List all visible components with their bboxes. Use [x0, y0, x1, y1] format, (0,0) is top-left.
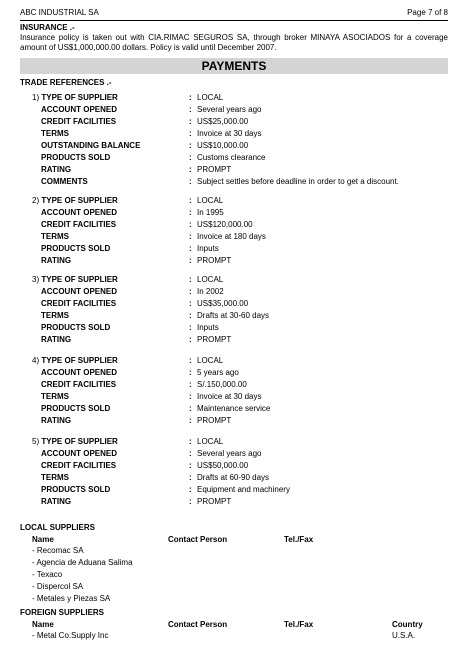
- field-label: [41, 322, 110, 334]
- field-label-text: CREDIT FACILITIES: [41, 461, 117, 470]
- field-label: [41, 403, 110, 415]
- field-label-text: RATING: [41, 335, 72, 344]
- field-label-text: OUTSTANDING BALANCE: [41, 141, 141, 150]
- field-row: [32, 164, 448, 176]
- supplier-name: - Texaco: [32, 570, 63, 579]
- supplier-number: 3): [32, 275, 40, 284]
- field-value: US$120,000.00: [197, 220, 253, 229]
- field-separator: :: [189, 473, 192, 482]
- insurance-title: INSURANCE .-: [20, 23, 75, 32]
- field-label-text: TERMS: [41, 129, 69, 138]
- field-label-text: CREDIT FACILITIES: [41, 117, 117, 126]
- local-supplier-row: [32, 593, 448, 605]
- field-value: Invoice at 180 days: [197, 232, 266, 241]
- field-label: [41, 379, 116, 391]
- field-row: [32, 379, 448, 391]
- supplier-reference-4: [32, 355, 448, 427]
- field-label: [41, 164, 71, 176]
- field-value: LOCAL: [197, 93, 224, 102]
- field-label: [41, 448, 117, 460]
- trade-references-title: TRADE REFERENCES .-: [20, 78, 112, 87]
- field-label-text: COMMENTS: [41, 177, 88, 186]
- field-separator: :: [189, 437, 192, 446]
- field-value: Subject settles before deadline in order to get a discount.: [197, 177, 399, 186]
- field-row: [32, 231, 448, 243]
- field-label-text: ACCOUNT OPENED: [41, 287, 118, 296]
- field-value: LOCAL: [197, 275, 224, 284]
- field-label: [41, 472, 69, 484]
- field-value: Inputs: [197, 244, 219, 253]
- field-label: [41, 415, 71, 427]
- field-label-text: TERMS: [41, 473, 69, 482]
- field-row: [32, 219, 448, 231]
- col-name: Name: [32, 535, 54, 544]
- local-supplier-row: [32, 545, 448, 557]
- field-row: [32, 367, 448, 379]
- supplier-name: - Metales y Piezas SA: [32, 594, 111, 603]
- field-value: PROMPT: [197, 165, 232, 174]
- field-value: Drafts at 60-90 days: [197, 473, 270, 482]
- field-label-text: PRODUCTS SOLD: [41, 485, 111, 494]
- field-separator: :: [189, 196, 192, 205]
- field-separator: :: [189, 311, 192, 320]
- field-label-text: RATING: [41, 497, 72, 506]
- field-row: [32, 496, 448, 508]
- field-row: [32, 207, 448, 219]
- field-row: [32, 436, 448, 448]
- field-separator: :: [189, 220, 192, 229]
- field-value: Invoice at 30 days: [197, 392, 262, 401]
- field-label: [32, 92, 118, 104]
- field-separator: :: [189, 380, 192, 389]
- field-label: [41, 140, 140, 152]
- field-row: [32, 140, 448, 152]
- field-value: LOCAL: [197, 437, 224, 446]
- field-row: [32, 391, 448, 403]
- field-separator: :: [189, 356, 192, 365]
- supplier-reference-1: [32, 92, 448, 188]
- field-separator: :: [189, 392, 192, 401]
- field-separator: :: [189, 416, 192, 425]
- field-label-text: TERMS: [41, 232, 69, 241]
- supplier-country: U.S.A.: [392, 631, 416, 640]
- local-suppliers-title: LOCAL SUPPLIERS: [20, 523, 95, 532]
- field-row: [32, 310, 448, 322]
- field-row: [32, 448, 448, 460]
- field-label-text: TYPE OF SUPPLIER: [41, 356, 118, 365]
- page-header: [20, 6, 448, 21]
- field-label: [41, 391, 69, 403]
- field-label-text: CREDIT FACILITIES: [41, 380, 117, 389]
- field-row: [32, 415, 448, 427]
- field-value: US$50,000.00: [197, 461, 249, 470]
- field-label: [32, 195, 118, 207]
- field-value: In 1995: [197, 208, 224, 217]
- local-supplier-row: [32, 557, 448, 569]
- field-label-text: PRODUCTS SOLD: [41, 244, 111, 253]
- foreign-suppliers-title: FOREIGN SUPPLIERS: [20, 608, 105, 617]
- field-label-text: PRODUCTS SOLD: [41, 323, 111, 332]
- field-value: PROMPT: [197, 497, 232, 506]
- field-label: [32, 436, 118, 448]
- col-tel-fax: Tel./Fax: [284, 620, 314, 629]
- field-separator: :: [189, 461, 192, 470]
- col-contact-person: Contact Person: [168, 620, 228, 629]
- col-name: Name: [32, 620, 54, 629]
- field-separator: :: [189, 244, 192, 253]
- field-row: [32, 176, 448, 188]
- field-row: [32, 255, 448, 267]
- field-row: [32, 195, 448, 207]
- supplier-name: - Dispercol SA: [32, 582, 84, 591]
- field-label: [41, 334, 71, 346]
- supplier-number: 2): [32, 196, 40, 205]
- field-label: [32, 355, 118, 367]
- supplier-number: 1): [32, 93, 40, 102]
- field-row: [32, 334, 448, 346]
- supplier-name: - Recomac SA: [32, 546, 84, 555]
- field-separator: :: [189, 105, 192, 114]
- field-separator: :: [189, 117, 192, 126]
- supplier-number: 4): [32, 356, 40, 365]
- field-value: Inputs: [197, 323, 219, 332]
- field-label: [41, 286, 117, 298]
- field-separator: :: [189, 93, 192, 102]
- field-label-text: ACCOUNT OPENED: [41, 208, 118, 217]
- field-row: [32, 472, 448, 484]
- field-label: [41, 367, 117, 379]
- field-value: LOCAL: [197, 356, 224, 365]
- col-contact-person: Contact Person: [168, 535, 228, 544]
- field-value: US$10,000.00: [197, 141, 249, 150]
- field-label-text: ACCOUNT OPENED: [41, 368, 118, 377]
- field-value: PROMPT: [197, 416, 232, 425]
- field-value: Customs clearance: [197, 153, 266, 162]
- field-label: [41, 243, 110, 255]
- field-value: LOCAL: [197, 196, 224, 205]
- field-value: Drafts at 30-60 days: [197, 311, 270, 320]
- supplier-name: - Agencia de Aduana Salima: [32, 558, 133, 567]
- field-label-text: TERMS: [41, 392, 69, 401]
- field-label: [41, 128, 69, 140]
- field-separator: :: [189, 368, 192, 377]
- field-row: [32, 243, 448, 255]
- field-label: [41, 219, 116, 231]
- field-value: In 2002: [197, 287, 224, 296]
- supplier-reference-5: [32, 436, 448, 508]
- field-row: [32, 128, 448, 140]
- field-separator: :: [189, 141, 192, 150]
- field-value: Several years ago: [197, 105, 262, 114]
- field-separator: :: [189, 275, 192, 284]
- field-row: [32, 403, 448, 415]
- foreign-supplier-row: [32, 630, 448, 642]
- field-value: 5 years ago: [197, 368, 239, 377]
- field-separator: :: [189, 323, 192, 332]
- local-supplier-row: [32, 581, 448, 593]
- field-value: Maintenance service: [197, 404, 271, 413]
- field-row: [32, 116, 448, 128]
- field-label: [41, 496, 71, 508]
- field-label-text: RATING: [41, 165, 72, 174]
- field-separator: :: [189, 256, 192, 265]
- field-label-text: RATING: [41, 416, 72, 425]
- supplier-reference-3: [32, 274, 448, 346]
- field-row: [32, 460, 448, 472]
- field-separator: :: [189, 449, 192, 458]
- field-row: [32, 286, 448, 298]
- field-label: [41, 116, 116, 128]
- field-separator: :: [189, 165, 192, 174]
- field-value: US$35,000.00: [197, 299, 249, 308]
- local-supplier-row: [32, 569, 448, 581]
- field-label: [41, 298, 116, 310]
- supplier-name: - Metal Co.Supply Inc: [32, 631, 109, 640]
- field-label: [41, 104, 117, 116]
- field-value: Equipment and machinery: [197, 485, 290, 494]
- field-label: [41, 152, 110, 164]
- col-country: Country: [392, 620, 423, 629]
- field-value: PROMPT: [197, 256, 232, 265]
- field-label-text: TYPE OF SUPPLIER: [41, 275, 118, 284]
- field-separator: :: [189, 177, 192, 186]
- col-tel-fax: Tel./Fax: [284, 535, 314, 544]
- supplier-number: 5): [32, 437, 40, 446]
- field-label-text: PRODUCTS SOLD: [41, 404, 111, 413]
- field-row: [32, 92, 448, 104]
- field-value: US$25,000.00: [197, 117, 249, 126]
- field-separator: :: [189, 287, 192, 296]
- field-row: [32, 484, 448, 496]
- field-label-text: RATING: [41, 256, 72, 265]
- field-label: [41, 207, 117, 219]
- field-separator: :: [189, 335, 192, 344]
- field-label-text: TYPE OF SUPPLIER: [41, 437, 118, 446]
- field-row: [32, 152, 448, 164]
- field-label-text: ACCOUNT OPENED: [41, 449, 118, 458]
- field-label-text: TYPE OF SUPPLIER: [41, 93, 118, 102]
- field-label-text: ACCOUNT OPENED: [41, 105, 118, 114]
- field-separator: :: [189, 404, 192, 413]
- field-value: S/.150,000.00: [197, 380, 247, 389]
- field-row: [32, 274, 448, 286]
- field-label-text: CREDIT FACILITIES: [41, 299, 117, 308]
- field-label-text: TYPE OF SUPPLIER: [41, 196, 118, 205]
- field-value: PROMPT: [197, 335, 232, 344]
- field-label-text: TERMS: [41, 311, 69, 320]
- page-number: Page 7 of 8: [407, 8, 448, 17]
- field-separator: :: [189, 485, 192, 494]
- field-row: [32, 298, 448, 310]
- field-separator: :: [189, 299, 192, 308]
- field-row: [32, 104, 448, 116]
- insurance-text: Insurance policy is taken out with CIA.RIMAC SEGUROS SA, through broker MINAYA ASOCIADOS for a coverage amount of US$1,000,000.00 dollars. Policy is valid until December 2007.: [20, 33, 448, 52]
- field-separator: :: [189, 208, 192, 217]
- payments-heading: PAYMENTS: [20, 58, 448, 74]
- field-label: [41, 310, 69, 322]
- field-row: [32, 322, 448, 334]
- field-row: [32, 355, 448, 367]
- field-label: [41, 176, 88, 188]
- field-separator: :: [189, 153, 192, 162]
- field-separator: :: [189, 497, 192, 506]
- field-separator: :: [189, 232, 192, 241]
- supplier-reference-2: [32, 195, 448, 267]
- field-label-text: PRODUCTS SOLD: [41, 153, 111, 162]
- field-label: [41, 460, 116, 472]
- field-label-text: CREDIT FACILITIES: [41, 220, 117, 229]
- field-label: [41, 255, 71, 267]
- field-value: Several years ago: [197, 449, 262, 458]
- field-separator: :: [189, 129, 192, 138]
- field-label: [32, 274, 118, 286]
- company-name: ABC INDUSTRIAL SA: [20, 8, 99, 17]
- field-label: [41, 484, 110, 496]
- field-value: Invoice at 30 days: [197, 129, 262, 138]
- field-label: [41, 231, 69, 243]
